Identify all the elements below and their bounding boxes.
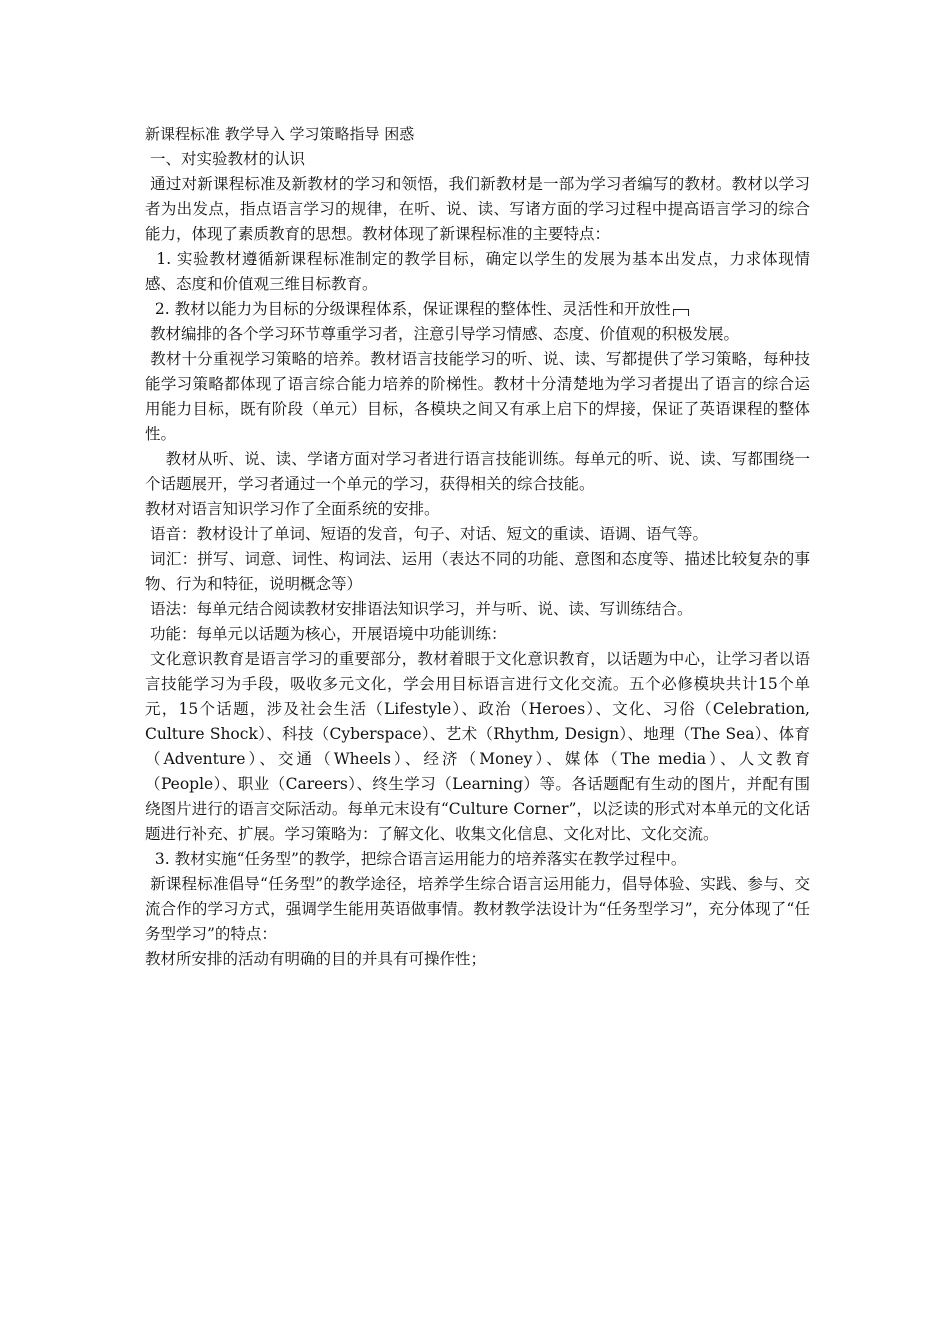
point-2-line <box>145 297 810 322</box>
paragraph-grammar: 语法：每单元结合阅读教材安排语法知识学习，并与听、说、读、写训练结合。 <box>145 600 693 618</box>
paragraph-function: 功能：每单元以话题为核心，开展语境中功能训练： <box>145 625 507 643</box>
paragraph-strategy: 教材十分重视学习策略的培养。教材语言技能学习的听、说、读、写都提供了学习策略，每种技能学习策略都体现了语言综合能力培养的阶梯性。教材十分清楚地为学习者提出了语言的综合运用能力目标，既有阶段（单元）目标，各模块之间又有承上启下的焊接，保证了英语课程的整体性。 <box>145 350 810 443</box>
document-title: 新课程标准 教学导入 学习策略指导 困惑 <box>145 125 415 143</box>
document-body <box>145 122 815 972</box>
point-1: 1. 实验教材遵循新课程标准制定的教学目标，确定以学生的发展为基本出发点，力求体现情感、态度和价值观三维目标教育。 <box>145 250 811 293</box>
paragraph-respect: 教材编排的各个学习环节尊重学习者，注意引导学习情感、态度、价值观的积极发展。 <box>145 325 739 343</box>
edit-mark-icon <box>673 309 689 316</box>
paragraph-culture: 文化意识教育是语言学习的重要部分，教材着眼于文化意识教育，以话题为中心，让学习者以语言技能学习为手段，吸收多元文化，学会用目标语言进行文化交流。五个必修模块共计15个单元，15个话题，涉及社会生活（Lifestyle）、政治（Heroes）、文化、习俗（Celebration, Culture Shock）、科技（Cyberspace）、艺术（Rhythm, Design）、地理（The Sea）、体育（Adventure）、交通（Wheels）、经济（Money）、媒体（The media）、人文教育（People）、职业（Careers）、终生学习（Learning）等。各话题配有生动的图片，并配有围绕图片进行的语言交际活动。每单元末设有“Culture Corner”，以泛读的形式对本单元的文化话题进行补充、扩展。学习策略为：了解文化、收集文化信息、文化对比、文化交流。 <box>145 650 815 843</box>
paragraph-phonetics: 语音：教材设计了单词、短语的发音，句子、对话、短文的重读、语调、语气等。 <box>145 525 708 543</box>
section-heading: 一、对实验教材的认识 <box>145 150 305 168</box>
paragraph-task: 新课程标准倡导“任务型”的教学途径，培养学生综合语言运用能力，倡导体验、实践、参与、交流合作的学习方式，强调学生能用英语做事情。教材教学法设计为“任务型学习”，充分体现了“任务型学习”的特点： <box>145 875 810 943</box>
paragraph-intro: 通过对新课程标准及新教材的学习和领悟，我们新教材是一部为学习者编写的教材。教材以学习者为出发点，指点语言学习的规律，在听、说、读、写诸方面的学习过程中提高语言学习的综合能力，体现了素质教育的思想。教材体现了新课程标准的主要特点： <box>145 175 810 243</box>
paragraph-last: 教材所安排的活动有明确的目的并具有可操作性； <box>145 950 487 968</box>
paragraph-skills: 教材从听、说、读、学诸方面对学习者进行语言技能训练。每单元的听、说、读、写都围绕一个话题展开，学习者通过一个单元的学习，获得相关的综合技能。 <box>145 450 810 493</box>
paragraph-vocabulary: 词汇：拼写、词意、词性、构词法、运用（表达不同的功能、意图和态度等、描述比较复杂的事物、行为和特征，说明概念等） <box>145 550 810 593</box>
point-3: 3. 教材实施“任务型”的教学，把综合语言运用能力的培养落实在教学过程中。 <box>145 850 687 868</box>
paragraph-knowledge: 教材对语言知识学习作了全面系统的安排。 <box>145 500 440 518</box>
point-2: 2. 教材以能力为目标的分级课程体系，保证课程的整体性、灵活性和开放性 <box>145 300 671 318</box>
